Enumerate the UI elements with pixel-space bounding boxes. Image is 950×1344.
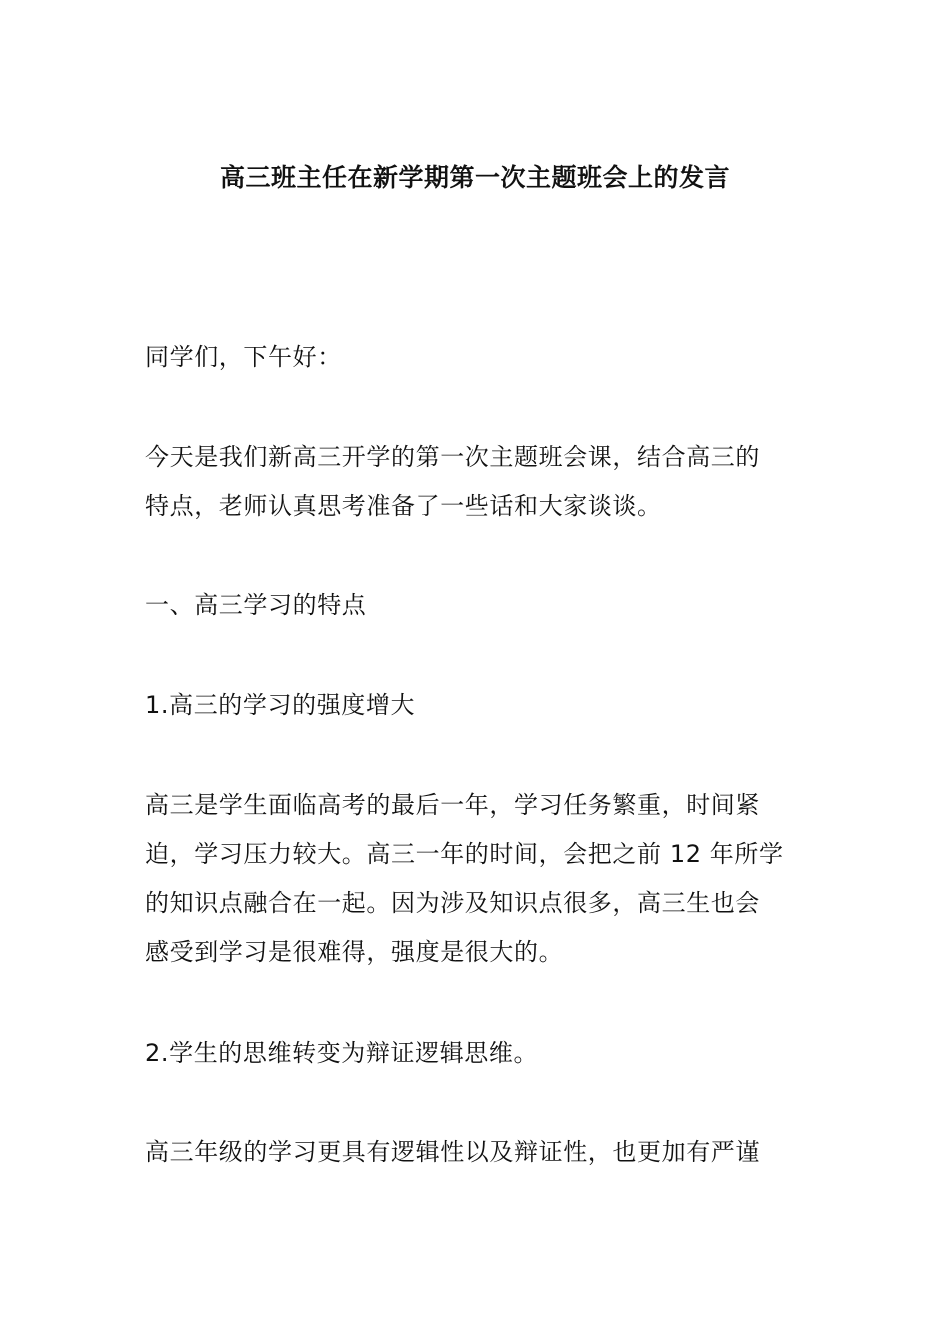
point-1-line-3: 的知识点融合在一起。因为涉及知识点很多，高三生也会 bbox=[145, 889, 760, 917]
point-1-line-4: 感受到学习是很难得，强度是很大的。 bbox=[145, 938, 564, 966]
greeting-paragraph bbox=[145, 333, 815, 382]
document-title: 高三班主任在新学期第一次主题班会上的发言 bbox=[219, 163, 730, 192]
intro-line-1: 今天是我们新高三开学的第一次主题班会课，结合高三的 bbox=[145, 443, 760, 471]
greeting-line: 同学们，下午好： bbox=[145, 343, 342, 371]
point-1-heading-text: 1.高三的学习的强度增大 bbox=[145, 691, 416, 719]
point-1-heading bbox=[145, 681, 815, 730]
point-2-heading-text: 2.学生的思维转变为辩证逻辑思维。 bbox=[145, 1039, 539, 1067]
intro-line-2: 特点，老师认真思考准备了一些话和大家谈谈。 bbox=[145, 492, 662, 520]
point-2-line-1: 高三年级的学习更具有逻辑性以及辩证性，也更加有严谨 bbox=[145, 1138, 760, 1166]
section-1-heading bbox=[145, 581, 815, 630]
intro-paragraph bbox=[145, 433, 815, 531]
point-1-line-2: 迫，学习压力较大。高三一年的时间，会把之前 12 年所学 bbox=[145, 840, 784, 868]
point-2-paragraph bbox=[145, 1128, 815, 1177]
point-1-paragraph bbox=[145, 781, 815, 977]
section-1-heading-text: 一、高三学习的特点 bbox=[145, 591, 367, 619]
point-2-heading bbox=[145, 1029, 815, 1078]
point-1-line-1: 高三是学生面临高考的最后一年，学习任务繁重，时间紧 bbox=[145, 791, 760, 819]
